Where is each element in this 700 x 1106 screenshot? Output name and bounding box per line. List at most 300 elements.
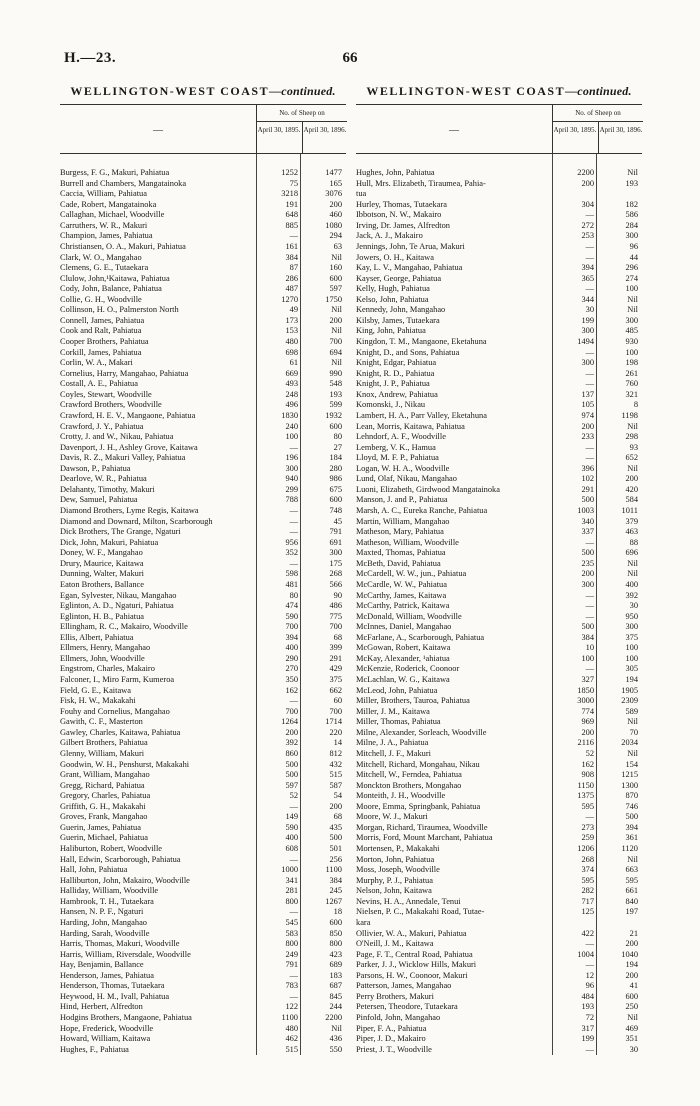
table-row — [60, 506, 346, 517]
owner-name: Dearlove, W. R., Pahiatua — [60, 474, 147, 484]
table-row — [60, 326, 346, 337]
sheep-1896-value: 1300 — [621, 780, 638, 790]
sheep-1895-value: 122 — [285, 1002, 298, 1012]
sheep-1895-value: 337 — [581, 527, 594, 537]
owner-name: Maxted, Thomas, Pahiatua — [356, 548, 446, 558]
table-row — [60, 559, 346, 570]
owner-name: Pinfold, John, Mangahao — [356, 1013, 441, 1022]
sheep-1896-value: 193 — [625, 178, 638, 188]
sheep-1896-value: 696 — [625, 548, 638, 558]
owner-name: Ellmers, John, Woodville — [60, 653, 145, 663]
sheep-1896-value: Nil — [627, 569, 638, 579]
table-row — [60, 950, 346, 961]
table-row — [356, 707, 642, 718]
table-row — [60, 770, 346, 781]
table-row — [356, 601, 642, 612]
owner-name: Jack, A. J., Makairo — [356, 231, 423, 241]
owner-name: Eglinton, H. B., Pahiatua — [60, 611, 144, 621]
sheep-1896-value: 183 — [329, 970, 342, 980]
owner-name: Connell, James, Pahiatua — [60, 315, 145, 325]
table-row — [60, 200, 346, 211]
table-row — [60, 812, 346, 823]
sheep-1895-value: 394 — [581, 263, 594, 273]
owner-name: Ellingham, R. C., Makairo, Woodville — [60, 622, 188, 632]
sheep-1896-value: 3076 — [325, 189, 342, 199]
owner-name: Crawford Brothers, Woodville — [60, 400, 162, 410]
sheep-1895-value: 608 — [285, 844, 298, 853]
sheep-1896-value: 305 — [625, 664, 638, 674]
owner-name: Drury, Maurice, Kaitawa — [60, 558, 144, 568]
table-row — [60, 802, 346, 813]
table-row — [60, 348, 346, 359]
owner-name: Dawson, P., Pahiatua — [60, 463, 131, 473]
owner-name: Mitchell, W., Ferndea, Pahiatua — [356, 770, 462, 780]
table-row — [356, 517, 642, 528]
owner-name: Glenny, William, Makuri — [60, 748, 145, 758]
table-row — [356, 274, 642, 285]
table-row — [356, 950, 642, 961]
table-row — [356, 432, 642, 443]
sheep-1896-value: 351 — [625, 1034, 638, 1044]
table-row — [60, 242, 346, 253]
table-row — [60, 865, 346, 876]
sheep-1895-value: 392 — [285, 738, 298, 748]
table-row — [356, 559, 642, 570]
sheep-1895-value: 2116 — [577, 738, 594, 748]
table-row — [60, 622, 346, 633]
owner-name: Dick, John, Makuri, Pahiatua — [60, 537, 159, 547]
sheep-1896-value: Nil — [627, 463, 638, 473]
sheep-1895-value: 717 — [581, 896, 594, 906]
sheep-1895-value: 788 — [285, 495, 298, 505]
sheep-1896-value: 60 — [333, 696, 342, 706]
sheep-1896-value: 100 — [625, 653, 638, 663]
sheep-1895-value: — — [585, 601, 594, 611]
table-row — [356, 654, 642, 665]
table-row — [60, 929, 346, 940]
owner-name: Logan, W. H. A., Woodville — [356, 463, 450, 473]
sheep-1895-value: 1830 — [281, 410, 298, 420]
owner-name: Hodgins Brothers, Mangaone, Pahiatua — [60, 1013, 192, 1022]
sheep-1896-value: Nil — [627, 1013, 638, 1022]
sheep-1895-value: 800 — [285, 939, 298, 949]
page-number: 66 — [342, 50, 358, 66]
owner-name: Morton, John, Pahiatua — [356, 854, 435, 864]
sheep-1895-value: 149 — [285, 812, 298, 822]
sheep-1895-value: — — [289, 231, 298, 241]
name-column-header: — — [153, 125, 163, 136]
owner-name: tua — [356, 189, 367, 199]
sheep-1896-value: 500 — [329, 833, 342, 843]
sheep-1895-value: 3218 — [281, 189, 298, 199]
owner-name: Hind, Herbert, Alfredton — [60, 1002, 143, 1012]
owner-name: McBeth, David, Pahiatua — [356, 558, 441, 568]
table-row — [356, 495, 642, 506]
sheep-1895-value: 49 — [289, 305, 298, 315]
table-row — [60, 833, 346, 844]
table-row — [356, 221, 642, 232]
table-row — [356, 918, 642, 929]
owner-name: Piper, F. A., Pahiatua — [356, 1023, 427, 1033]
sheep-1895-value: 253 — [581, 231, 594, 241]
sheep-1896-value: 2200 — [325, 1013, 342, 1022]
sheep-1896-value: 548 — [329, 379, 342, 389]
sheep-1896-value: 748 — [329, 506, 342, 515]
table-row — [60, 168, 346, 179]
table-row — [60, 633, 346, 644]
year-1895-header: April 30, 1895. — [257, 126, 301, 134]
owner-name: Harding, John, Mangahao — [60, 917, 147, 927]
sheep-1896-value: 691 — [329, 537, 342, 547]
owner-name: Caccia, William, Pahiatua — [60, 189, 147, 199]
sheep-1896-value: 2034 — [621, 738, 638, 748]
owner-name: Nielsen, P. C., Makakahi Road, Tutae- — [356, 907, 485, 917]
sheep-1895-value: 1494 — [577, 337, 594, 346]
owner-name: Parker, J. J., Wicklow Hills, Makuri — [356, 960, 477, 970]
table-row — [60, 464, 346, 475]
owner-name: Kayser, George, Pahiatua — [356, 273, 442, 283]
sheep-1895-value: 1100 — [281, 1013, 298, 1022]
owner-name: Ollivier, W. A., Makuri, Pahiatua — [356, 928, 467, 938]
table-row — [60, 664, 346, 675]
sheep-1896-value: 423 — [329, 949, 342, 959]
sheep-1895-value: 352 — [285, 548, 298, 558]
table-row — [60, 749, 346, 760]
sheep-1896-value: 200 — [625, 474, 638, 484]
sheep-1895-value: 1000 — [281, 865, 298, 875]
owner-name: McFarlane, A., Scarborough, Pahiatua — [356, 632, 485, 642]
sheep-1895-value: 300 — [285, 463, 298, 473]
sheep-1895-value: 162 — [285, 685, 298, 695]
table-row — [356, 738, 642, 749]
sheep-1895-value: 75 — [289, 178, 298, 188]
table-row — [356, 548, 642, 559]
sheep-1895-value: 272 — [581, 220, 594, 230]
table-row — [356, 791, 642, 802]
sheep-1896-value: 599 — [329, 400, 342, 410]
owner-name: Gregory, Charles, Pahiatua — [60, 791, 151, 801]
owner-name: McKay, Alexander, ¹ahiatua — [356, 653, 450, 663]
sheep-1896-value: 1040 — [621, 949, 638, 959]
table-row — [356, 591, 642, 602]
owner-name: Halliburton, John, Makairo, Woodville — [60, 875, 190, 885]
owner-name: Guerin, Michael, Pahiatua — [60, 833, 148, 843]
sheep-1895-value: 698 — [285, 347, 298, 357]
sheep-1896-value: 268 — [329, 569, 342, 579]
sheep-1895-value: 1850 — [577, 685, 594, 695]
sheep-1895-value: 384 — [285, 252, 298, 262]
sheep-1896-value: 930 — [625, 337, 638, 346]
sheep-1896-value: 700 — [329, 337, 342, 346]
table-row — [60, 855, 346, 866]
document-reference: H.—23. — [64, 50, 117, 66]
sheep-1896-value: 361 — [625, 833, 638, 843]
owner-name: Gregg, Richard, Pahiatua — [60, 780, 145, 790]
sheep-1896-value: 375 — [329, 675, 342, 684]
sheep-1895-value: — — [585, 284, 594, 294]
table-row — [356, 907, 642, 918]
sheep-1896-value: 597 — [329, 284, 342, 294]
owner-name: Lemberg, V. K., Hamua — [356, 442, 436, 452]
table-row — [60, 210, 346, 221]
sheep-1896-value: 27 — [333, 442, 342, 452]
owner-name: Guerin, James, Pahiatua — [60, 822, 141, 832]
table-row — [60, 411, 346, 422]
sheep-1895-value: 344 — [581, 294, 594, 304]
sheep-1895-value: 125 — [581, 907, 594, 917]
sheep-1895-value: 595 — [581, 801, 594, 811]
owner-name: Clemens, G. E., Tutaekara — [60, 263, 149, 273]
owner-name: Jennings, John, Te Arua, Makuri — [356, 241, 465, 251]
owner-name: McDonald, William, Woodville — [356, 611, 462, 621]
owner-name: Matheson, William, Woodville — [356, 537, 459, 547]
owner-name: Knox, Andrew, Pahiatua — [356, 389, 438, 399]
table-row — [356, 622, 642, 633]
sheep-1896-value: 950 — [625, 611, 638, 621]
table-row — [356, 686, 642, 697]
sheep-1895-value: 800 — [285, 896, 298, 906]
left-table-body — [60, 154, 346, 1055]
owner-name: Knight, Edgar, Pahiatua — [356, 358, 437, 368]
sheep-1896-value: 1750 — [325, 294, 342, 304]
sheep-1895-value: 860 — [285, 748, 298, 758]
left-column-title: WELLINGTON-WEST COAST—continued. — [70, 84, 336, 98]
sheep-1896-value: 845 — [329, 991, 342, 1001]
sheep-1895-value: 384 — [581, 632, 594, 642]
sheep-1895-value: — — [289, 801, 298, 811]
sheep-1895-value: 100 — [285, 432, 298, 442]
sheep-1895-value: 908 — [581, 770, 594, 780]
table-row — [60, 517, 346, 528]
sheep-1895-value: 52 — [585, 748, 594, 758]
sheep-1896-value: 193 — [329, 389, 342, 399]
sheep-1896-value: 198 — [625, 358, 638, 368]
sheep-1896-value: 1080 — [325, 220, 342, 230]
sheep-1896-value: Nil — [627, 854, 638, 864]
sheep-1895-value: 200 — [285, 727, 298, 737]
sheep-1896-value: 261 — [625, 368, 638, 378]
table-row — [60, 369, 346, 380]
owner-name: Kelso, John, Pahiatua — [356, 294, 429, 304]
owner-name: Milne, J. A., Pahiatua — [356, 738, 429, 748]
sheep-1895-value: 200 — [581, 421, 594, 431]
table-row — [356, 992, 642, 1003]
table-row — [60, 1045, 346, 1056]
owner-name: Harris, William, Riversdale, Woodville — [60, 949, 191, 959]
sheep-1895-value: — — [289, 558, 298, 568]
sheep-1895-value: 105 — [581, 400, 594, 410]
sheep-1896-value: 990 — [329, 368, 342, 378]
owner-name: O'Neill, J. M., Kaitawa — [356, 939, 434, 949]
sheep-1896-value: 600 — [329, 273, 342, 283]
sheep-1895-value: 80 — [289, 590, 298, 600]
table-row — [60, 443, 346, 454]
owner-name: Henderson, James, Pahiatua — [60, 970, 154, 980]
owner-name: Goodwin, W. H., Penshurst, Makakahi — [60, 759, 190, 769]
sheep-1895-value: 268 — [581, 854, 594, 864]
owner-name: Morgan, Richard, Tiraumea, Woodville — [356, 822, 488, 832]
sheep-1896-value: 850 — [329, 928, 342, 938]
sheep-1895-value: 669 — [285, 368, 298, 378]
sheep-1896-value: 96 — [629, 241, 638, 251]
sheep-1895-value: 885 — [285, 220, 298, 230]
table-row — [356, 844, 642, 855]
table-row — [356, 929, 642, 940]
sheep-1895-value: 480 — [285, 337, 298, 346]
sheep-1895-value: 1150 — [577, 780, 594, 790]
owner-name: Callaghan, Michael, Woodville — [60, 210, 165, 220]
sheep-1896-value: Nil — [627, 421, 638, 431]
sheep-1895-value: 396 — [581, 463, 594, 473]
sheep-1895-value: 300 — [581, 358, 594, 368]
sheep-1895-value: 173 — [285, 315, 298, 325]
table-row — [60, 221, 346, 232]
owner-name: Mortensen, P., Makakahi — [356, 844, 440, 853]
sheep-1896-value: 54 — [333, 791, 342, 801]
sheep-1895-value: — — [289, 527, 298, 537]
table-row — [60, 686, 346, 697]
table-row — [60, 675, 346, 686]
table-row — [356, 506, 642, 517]
table-row — [60, 1013, 346, 1024]
sheep-1895-value: 1004 — [577, 949, 594, 959]
owner-name: Hurley, Thomas, Tutaekara — [356, 199, 447, 209]
sheep-1896-value: 399 — [329, 643, 342, 653]
sheep-1896-value: 689 — [329, 960, 342, 970]
sheep-1895-value: — — [585, 453, 594, 463]
year-1896-header: April 30, 1896. — [302, 122, 347, 153]
table-row — [356, 971, 642, 982]
table-row — [60, 823, 346, 834]
owner-name: Priest, J. T., Woodville — [356, 1044, 432, 1054]
table-row — [60, 358, 346, 369]
table-row — [60, 728, 346, 739]
owner-name: Dew, Samuel, Pahiatua — [60, 495, 138, 505]
sheep-1896-value: 1267 — [325, 896, 342, 906]
table-row — [356, 316, 642, 327]
table-row — [60, 305, 346, 316]
sheep-1895-value: 100 — [581, 653, 594, 663]
table-row — [60, 284, 346, 295]
sheep-1895-value: 493 — [285, 379, 298, 389]
sheep-1896-value: 1198 — [621, 410, 638, 420]
sheep-1896-value: 160 — [329, 263, 342, 273]
sheep-1895-value: 249 — [285, 949, 298, 959]
sheep-1896-value: 436 — [329, 1034, 342, 1044]
sheep-1896-value: 244 — [329, 1002, 342, 1012]
owner-name: Field, G. E., Kaitawa — [60, 685, 131, 695]
owner-name: Costall, A. E., Pahiatua — [60, 379, 138, 389]
sheep-1896-value: Nil — [627, 558, 638, 568]
sheep-1896-value: 1011 — [621, 506, 638, 515]
table-row — [356, 633, 642, 644]
table-row — [60, 886, 346, 897]
sheep-1896-value: 256 — [329, 854, 342, 864]
sheep-1896-value: 194 — [625, 960, 638, 970]
sheep-1895-value: 304 — [581, 199, 594, 209]
table-row — [356, 939, 642, 950]
owner-name: Kelly, Hugh, Pahiatua — [356, 284, 430, 294]
sheep-1895-value: — — [585, 379, 594, 389]
sheep-1896-value: 661 — [625, 886, 638, 896]
sheep-1896-value: 500 — [625, 812, 638, 822]
owner-name: Christiansen, O. A., Makuri, Pahiatua — [60, 241, 186, 251]
sheep-1895-value: 72 — [585, 1013, 594, 1022]
sheep-1895-value: — — [585, 442, 594, 452]
sheep-1895-value: 500 — [581, 495, 594, 505]
owner-name: Cody, John, Balance, Pahiatua — [60, 284, 162, 294]
sheep-1895-value: 496 — [285, 400, 298, 410]
sheep-1895-value: 1375 — [577, 791, 594, 801]
owner-name: Burgess, F. G., Makuri, Pahiatua — [60, 168, 170, 177]
sheep-1896-value: 600 — [329, 917, 342, 927]
sheep-1896-value: 90 — [333, 590, 342, 600]
owner-name: Lehndorf, A. F., Woodville — [356, 432, 446, 442]
sheep-1895-value: 500 — [285, 759, 298, 769]
table-row — [60, 717, 346, 728]
sheep-1896-value: 93 — [629, 442, 638, 452]
sheep-1896-value: 486 — [329, 601, 342, 611]
table-row — [356, 337, 642, 348]
sheep-1895-value: 270 — [285, 664, 298, 674]
owner-name: Delahanty, Timothy, Makuri — [60, 484, 155, 494]
owner-name: Martin, William, Mangahao — [356, 516, 450, 526]
sheep-1896-value: 392 — [625, 590, 638, 600]
table-row — [356, 189, 642, 200]
table-row — [356, 876, 642, 887]
sheep-1896-value: 1932 — [325, 410, 342, 420]
table-row — [356, 1045, 642, 1056]
sheep-1895-value: 199 — [581, 1034, 594, 1044]
owner-name: Hall, John, Pahiatua — [60, 865, 128, 875]
table-row — [60, 654, 346, 665]
table-row — [356, 210, 642, 221]
sheep-1895-value: 290 — [285, 653, 298, 663]
sheep-1895-value: — — [585, 537, 594, 547]
sheep-1896-value: 469 — [625, 1023, 638, 1033]
owner-name: Ellmers, Henry, Mangahao — [60, 643, 151, 653]
table-row — [60, 918, 346, 929]
sheep-1896-value: 600 — [329, 495, 342, 505]
sheep-1896-value: 1714 — [325, 717, 342, 727]
sheep-1895-value: — — [289, 907, 298, 917]
owner-name: Knight, D., and Sons, Pahiatua — [356, 347, 460, 357]
sheep-1896-value: 400 — [625, 579, 638, 589]
table-row — [356, 569, 642, 580]
owner-name: Cook and Ralt, Pahiatua — [60, 326, 142, 336]
sheep-1896-value: 432 — [329, 759, 342, 769]
sheep-1896-value: 600 — [625, 991, 638, 1001]
sheep-1896-value: 675 — [329, 484, 342, 494]
table-row — [60, 253, 346, 264]
sheep-1895-value: 191 — [285, 199, 298, 209]
table-row — [356, 833, 642, 844]
owner-name: Cade, Robert, Mangatainoka — [60, 199, 157, 209]
sheep-1896-value: 68 — [333, 632, 342, 642]
name-column-header: — — [449, 125, 459, 136]
table-row — [356, 348, 642, 359]
owner-name: Knight, R. D., Pahiatua — [356, 368, 435, 378]
table-row — [60, 791, 346, 802]
sheep-1895-value: — — [585, 1044, 594, 1054]
sheep-1896-value: 200 — [625, 939, 638, 949]
table-row — [60, 390, 346, 401]
table-row — [356, 284, 642, 295]
sheep-1896-value: Nil — [627, 168, 638, 177]
owner-name: Petersen, Theodore, Tutaekara — [356, 1002, 458, 1012]
owner-name: Jowers, O. H., Kaitawa — [356, 252, 434, 262]
sheep-1895-value: 774 — [581, 706, 594, 716]
